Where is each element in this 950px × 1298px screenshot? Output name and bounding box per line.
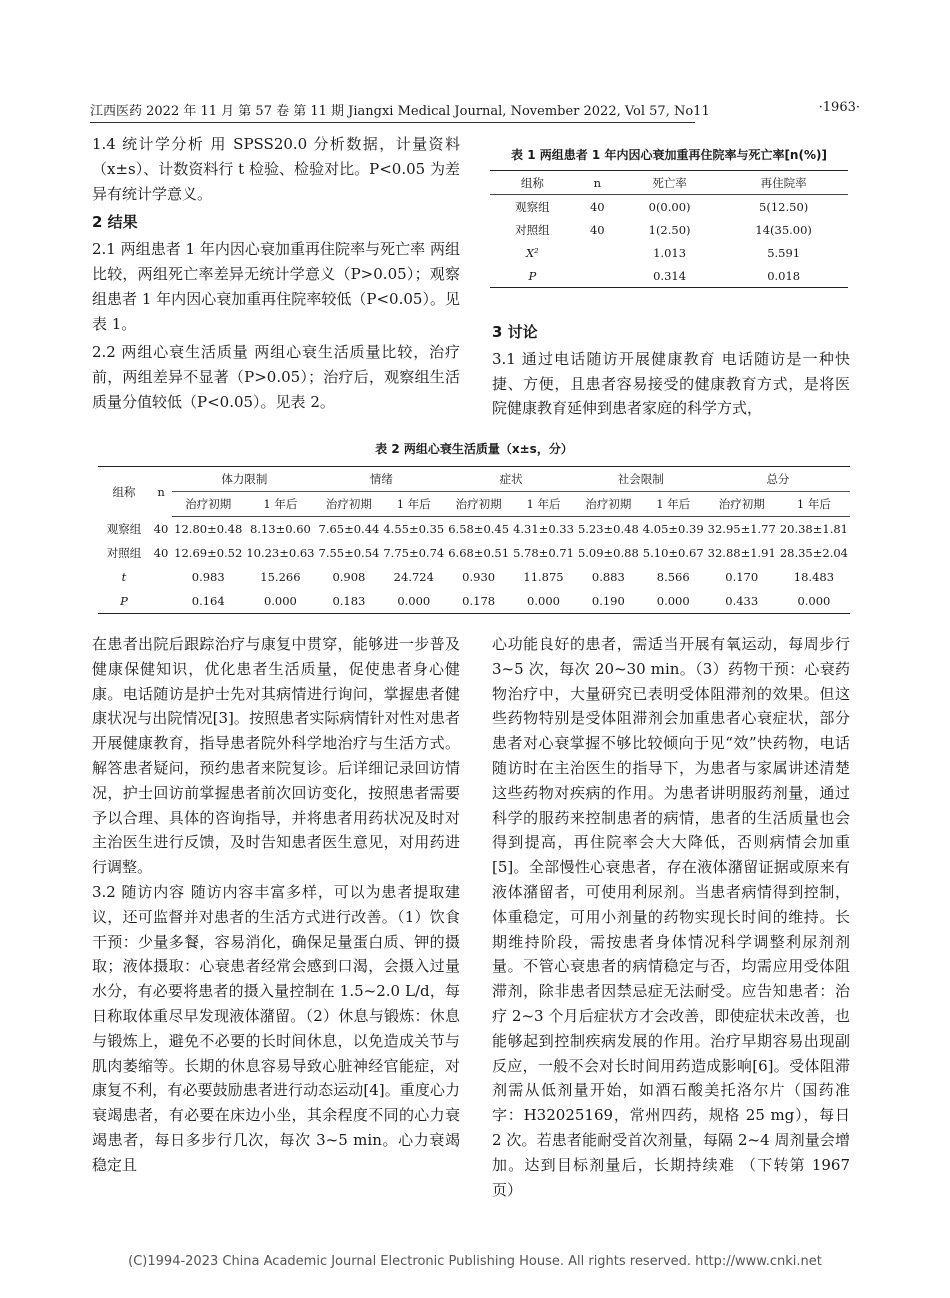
t2-cell: 0.000 — [263, 594, 297, 608]
t1-cell: 5.591 — [767, 245, 801, 260]
t2-cell: 32.95±1.77 — [707, 522, 776, 536]
t1-cell: 40 — [589, 199, 605, 214]
t2-sub-header: 治疗初期 — [317, 492, 382, 517]
t2-sub-header: 1 年后 — [511, 492, 576, 517]
table1 — [490, 170, 848, 288]
table2-caption: 表 2 两组心衰生活质量（x±s，分） — [375, 442, 573, 456]
t2-cell: 40 — [153, 521, 169, 536]
t1-cell: 0.018 — [767, 268, 801, 283]
t2-cell: 7.75±0.74 — [383, 546, 445, 560]
t1-cell — [575, 241, 620, 264]
t2-cell: 0.000 — [527, 594, 560, 608]
t1-cell: P — [528, 268, 537, 283]
t2-cell: 6.58±0.45 — [448, 522, 510, 536]
t2-group-col: 组称 — [112, 484, 136, 499]
t2-cell: 5.23±0.48 — [577, 522, 639, 536]
table2 — [98, 466, 850, 614]
t1-row — [490, 241, 848, 264]
t2-row — [98, 541, 850, 565]
t2-n-col: n — [157, 484, 165, 499]
t2-cell — [150, 589, 172, 614]
t2-cell: 0.930 — [462, 570, 496, 584]
t2-cell: 10.23±0.63 — [246, 546, 315, 560]
t2-cell: 24.724 — [393, 570, 434, 584]
t2-group-header: 症状 — [499, 472, 523, 486]
t2-row — [98, 565, 850, 589]
t1-cell — [575, 264, 620, 288]
section-2-1: 2.1 两组患者 1 年内因心衰加重再住院率与死亡率 两组比较，两组死亡率差异无统计学意义（P>0.05）；观察组患者 1 年内因心衰加重再住院率较低（P<0.05）。见表 1。 — [92, 240, 460, 333]
t2-sub-header: 治疗初期 — [576, 492, 641, 517]
t2-sub-header: 1 年后 — [641, 492, 706, 517]
t2-sub-header: 1 年后 — [244, 492, 316, 517]
t1-header: 组称 — [490, 171, 575, 195]
t2-cell: 12.69±0.52 — [174, 546, 243, 560]
t2-cell: 28.35±2.04 — [779, 546, 848, 560]
t2-cell: 0.190 — [591, 594, 625, 608]
discussion-continued: 在患者出院后跟踪治疗与康复中贯穿，能够进一步普及健康保健知识，优化患者生活质量，促使患者身心健康。电话随访是护士先对其病情进行询问，掌握患者健康状况与出院情况[3]。按照患者实际病情针对性对患者开展健康教育，指导患者院外科学地治疗与生活方式。解答患者疑问，预约患者来院复诊。后详细记录回访情况，护士回访前掌握患者前次回访变化，按照患者需要予以合理、具体的咨询指导，并将患者用药状况及时对主治医生进行反馈，及时告知患者医生意见，对用药进行调整。 — [92, 635, 460, 877]
t2-cell: 对照组 — [106, 546, 142, 560]
t1-header: 死亡率 — [620, 171, 719, 195]
t2-cell: 8.566 — [656, 570, 690, 584]
t2-cell: 11.875 — [523, 570, 564, 584]
t2-row — [98, 589, 850, 614]
heading-discussion: 3 讨论 — [492, 323, 538, 341]
t2-cell: 0.183 — [332, 594, 366, 608]
t2-sub-header: 1 年后 — [381, 492, 446, 517]
t2-cell: 15.266 — [260, 570, 301, 584]
t2-cell: 40 — [153, 546, 169, 560]
table1-caption: 表 1 两组患者 1 年内因心衰加重再住院率与死亡率[n(%)] — [511, 148, 827, 162]
section-3-1: 3.1 通过电话随访开展健康教育 电话随访是一种快捷、方便，且患者容易接受的健康教育方式，是将医院健康教育延伸到患者家庭的科学方式， — [492, 349, 850, 418]
t2-group-header: 情绪 — [369, 472, 393, 486]
t1-cell: X² — [525, 245, 539, 260]
page-number: ·1963· — [818, 100, 860, 115]
section-1-4: 1.4 统计学分析 用 SPSS20.0 分析数据，计量资料（x±s）、计数资料行 t 检验、检验对比。P<0.05 为差异有统计学意义。 — [92, 135, 460, 203]
t2-cell: 32.88±1.91 — [707, 546, 776, 560]
t2-sub-header: 治疗初期 — [446, 492, 511, 517]
heading-results: 2 结果 — [92, 213, 138, 232]
t2-cell: 4.55±0.35 — [383, 522, 445, 536]
t2-cell: 7.65±0.44 — [318, 522, 380, 536]
t2-cell: 0.000 — [397, 594, 431, 608]
t1-cell: 0.314 — [653, 268, 687, 283]
t2-row — [98, 517, 850, 542]
t1-cell: 对照组 — [515, 222, 550, 237]
journal-info: 江西医药 2022 年 11 月 第 57 卷 第 11 期 Jiangxi Medical Journal, November 2022, Vol 57, No11 — [90, 104, 710, 119]
t2-cell: 0.178 — [462, 594, 496, 608]
copyright-footer: (C)1994-2023 China Academic Journal Electronic Publishing House. All rights reserved. http://www.cnki.net — [128, 1254, 822, 1269]
running-header — [90, 100, 860, 124]
section-2-2: 2.2 两组心衰生活质量 两组心衰生活质量比较，治疗前，两组差异不显著（P>0.05）；治疗后，观察组生活质量分值较低（P<0.05）。见表 2。 — [92, 343, 460, 411]
t1-cell: 观察组 — [515, 199, 550, 214]
t1-row — [490, 195, 848, 219]
t2-cell: 0.170 — [725, 570, 759, 584]
t1-cell: 5(12.50) — [759, 199, 809, 214]
t2-cell: 0.000 — [656, 594, 690, 608]
t1-header: n — [575, 171, 620, 195]
left-column-bottom — [92, 632, 460, 1178]
t2-sub-header: 1 年后 — [778, 492, 850, 517]
t1-cell: 14(35.00) — [755, 222, 812, 237]
t1-row — [490, 264, 848, 288]
t2-cell: 6.68±0.51 — [448, 546, 510, 560]
t1-cell: 40 — [589, 222, 605, 237]
t2-group-header: 总分 — [766, 472, 790, 486]
t2-cell: 0.000 — [797, 594, 831, 608]
t2-cell: 4.05±0.39 — [642, 522, 704, 536]
header-rule — [90, 122, 695, 123]
right-column-bottom — [492, 632, 850, 1202]
t2-cell: 18.483 — [793, 570, 835, 584]
t1-row — [490, 218, 848, 241]
t2-cell — [150, 565, 172, 589]
t2-cell: 4.31±0.33 — [513, 522, 574, 536]
t2-cell: 7.55±0.54 — [318, 546, 380, 560]
t1-cell: 0(0.00) — [648, 199, 691, 214]
t2-sub-header: 治疗初期 — [706, 492, 778, 517]
t2-group-header: 社会限制 — [617, 472, 664, 486]
t2-cell: 0.164 — [191, 594, 225, 608]
section-3-2: 3.2 随访内容 随访内容丰富多样，可以为患者提取建议，还可监督并对患者的生活方式进行改善。（1）饮食干预：少量多餐，容易消化，确保足量蛋白质、钾的摄取；液体摄取：心衰患者经常会感到口渴，会摄入过量水分，有必要将患者的摄入量控制在 1.5~2.0 L/d，每日称取体重尽早发现液体潴留。（2）休息与锻炼：休息与锻炼上，避免不必要的长时间休息，以免造成关节与肌肉萎缩等。长期的休息容易导致心脏神经官能症，对康复不利，有必要鼓励患者进行动态运动[4]。重度心力衰竭患者，有必要在床边小坐，其余程度不同的心力衰竭患者，每日多步行几次，每次 3~5 min。心力衰竭稳定且 — [92, 882, 460, 1174]
t1-cell: 1.013 — [653, 245, 687, 260]
t2-cell: P — [120, 594, 128, 608]
t2-sub-header: 治疗初期 — [172, 492, 244, 517]
t2-cell: 0.883 — [591, 570, 625, 584]
section-3-2-continued: 心功能良好的患者，需适当开展有氧运动，每周步行 3~5 次，每次 20~30 min。（3）药物干预：心衰药物治疗中，大量研究已表明受体阻滞剂的效果。但这些药物特别是受体阻滞剂会加重患者心衰症状，部分患者对心衰掌握不够比较倾向于见“效”快药物，电话随访时在主治医生的指导下，为患者与家属讲述清楚这些药物对疾病的作用。为患者讲明服药剂量，通过科学的服药来控制患者的病情，患者的生活质量也会得到提高，再住院率会大大降低，否则病情会加重[5]。全部慢性心衰患者，存在液体潴留证据或原来有液体潴留者，可使用利尿剂。当患者病情得到控制，体重稳定，可用小剂量的药物实现长时间的维持。长期维持阶段，需按患者身体情况科学调整利尿剂剂量。不管心衰患者的病情稳定与否，均需应用受体阻滞剂，除非患者因禁忌症无法耐受。应告知患者：治疗 2~3 个月后症状方才会改善，即使症状未改善，也能够起到控制疾病发展的作用。治疗早期容易出现副反应，一般不会对长时间用药造成影响[6]。受体阻滞剂需从低剂量开始，如酒石酸美托洛尔片（国药准字：H32025169，常州四药，规格 25 mg），每日 2 次。若患者能耐受首次剂量，每隔 2~4 周剂量会增加。达到目标剂量后，长期持续难 （下转第 1967 页） — [492, 635, 850, 1199]
t2-cell: 观察组 — [106, 521, 142, 536]
t2-cell: 0.908 — [332, 570, 366, 584]
t2-cell: 5.10±0.67 — [642, 546, 704, 560]
t2-cell: 20.38±1.81 — [779, 522, 848, 536]
t2-cell: t — [121, 570, 127, 584]
t2-cell: 12.80±0.48 — [174, 522, 243, 536]
t2-cell: 8.13±0.60 — [249, 522, 311, 536]
t2-group-header: 体力限制 — [221, 472, 268, 486]
t1-header: 再住院率 — [719, 171, 848, 195]
t2-cell: 0.433 — [725, 594, 759, 608]
t1-cell: 1(2.50) — [648, 222, 691, 237]
t2-cell: 0.983 — [191, 570, 225, 584]
t2-cell: 5.09±0.88 — [577, 546, 639, 560]
left-column-top — [92, 132, 460, 415]
t2-cell: 5.78±0.71 — [513, 546, 574, 560]
right-column-top — [492, 316, 850, 421]
